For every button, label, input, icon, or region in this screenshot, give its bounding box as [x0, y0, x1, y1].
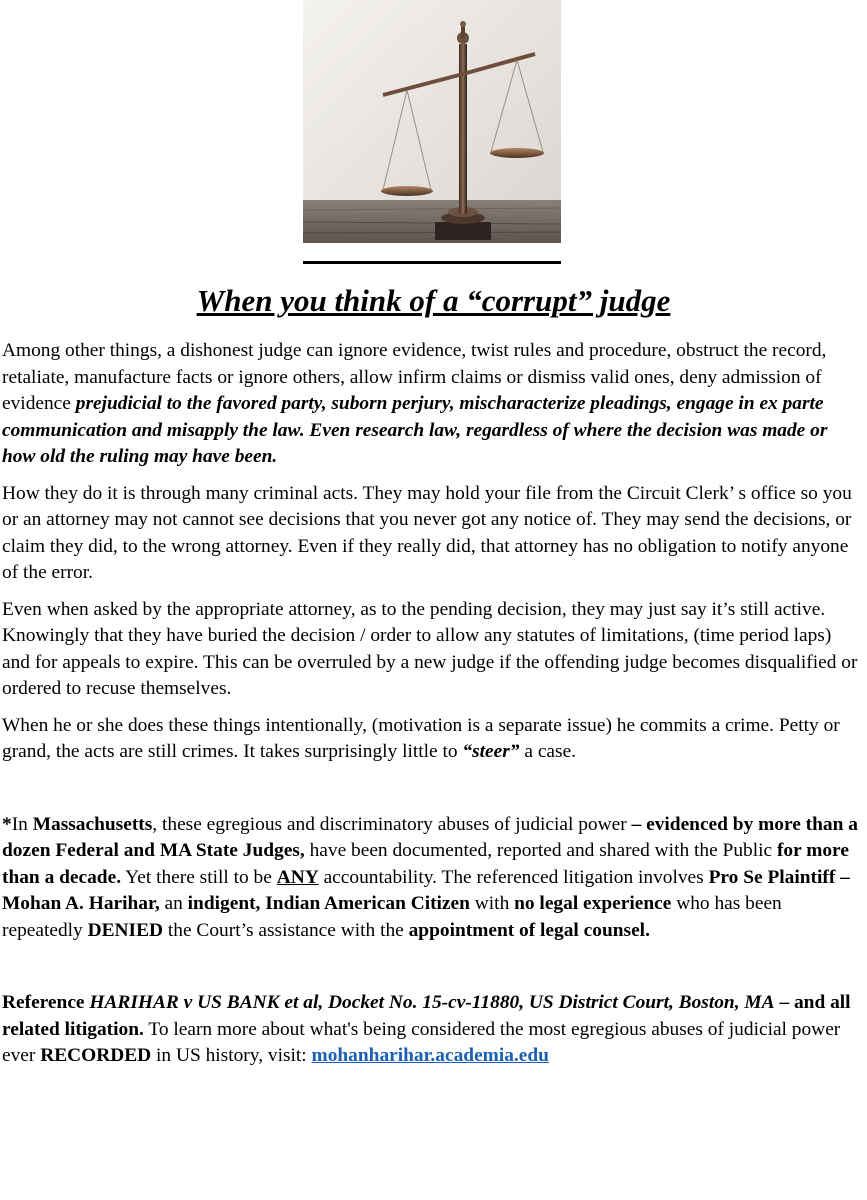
- paragraph-4: [2, 713, 864, 766]
- p4-steer: “steer”: [462, 741, 520, 762]
- p5-s6: have been documented, reported and shared with the Public: [304, 840, 777, 861]
- p5-s19: appointment of legal counsel.: [408, 919, 650, 941]
- paragraph-6: [2, 990, 864, 1070]
- academia-link[interactable]: mohanharihar.academia.edu: [311, 1045, 549, 1066]
- p5-s18: the Court’s assistance with the: [163, 919, 409, 941]
- p5-s8: Yet there still to be: [121, 866, 277, 888]
- p5-s1: *: [2, 813, 12, 835]
- p5-s16: who has been repeatedly: [2, 893, 782, 941]
- p5-s7: for more than a decade.: [2, 840, 849, 888]
- p6-s4: To learn more about what's being considered the most egregious abuses of judicial power ever: [2, 1018, 841, 1066]
- scales-illustration: [303, 0, 561, 243]
- p6-case-citation: HARIHAR v US BANK et al, Docket No. 15-cv-11880, US District Court, Boston, MA: [89, 992, 775, 1013]
- p6-s1: Reference: [2, 992, 90, 1013]
- p5-s13: indigent, Indian American Citizen: [187, 893, 470, 914]
- p5-s2: In: [11, 813, 33, 835]
- p5-s9: ANY: [276, 866, 319, 888]
- page-title: When you think of a “corrupt” judge: [196, 283, 671, 318]
- p6-s6: in US history, visit:: [151, 1045, 312, 1066]
- paragraph-2: How they do it is through many criminal acts. They may hold your file from the Circuit Clerk’ s office so you or an attorney may not cannot see decisions that you never got any notice of. They may send the decisions, or claim they did, to the wrong attorney. Even if they really did, that attorney has no obligation to notify anyone of the error.: [2, 482, 852, 583]
- p5-s3: Massachusetts: [32, 813, 153, 835]
- p6-s3: – and all related litigation.: [2, 992, 851, 1040]
- p1-emphasis: prejudicial to the favored party, suborn perjury, mischaracterize pleadings, engage in ex parte communication and misapply the law. Even research law, regardless of where the decision was made or how old the ruling may have been.: [2, 393, 828, 467]
- p5-s15: no legal experience: [514, 893, 672, 914]
- paragraph-5: [2, 812, 864, 945]
- scales-of-justice-image: [303, 0, 561, 243]
- image-underline: [303, 261, 561, 264]
- p6-s5: RECORDED: [40, 1045, 152, 1066]
- p4-b: a case.: [519, 741, 577, 762]
- p5-s5: – evidenced by more than a dozen Federal and MA State Judges,: [2, 813, 858, 861]
- paragraph-3: Even when asked by the appropriate attorney, as to the pending decision, they may just say it’s still active. Knowingly that they have buried the decision / order to allow any statutes of limitations, (time period laps) and for appeals to expire. This can be overruled by a new judge if the offending judge becomes disqualified or ordered to recuse themselves.: [2, 598, 858, 699]
- p5-s4: , these egregious and discriminatory abuses of judicial power: [152, 813, 632, 835]
- p1-text: Among other things, a dishonest judge can ignore evidence, twist rules and procedure, obstruct the record, retaliate, manufacture facts or ignore others, allow infirm claims or dismiss valid ones, deny admission of evidence: [2, 340, 827, 414]
- paragraph-1: [2, 338, 864, 471]
- p4-a: When he or she does these things intentionally, (motivation is a separate issue) he commits a crime. Petty or grand, the acts are still crimes. It takes surprisingly little to: [2, 714, 840, 762]
- p5-s14: with: [469, 893, 515, 914]
- p5-s17: DENIED: [87, 919, 164, 941]
- p5-s12: an: [159, 893, 188, 914]
- p5-s11: Pro Se Plaintiff – Mohan A. Harihar,: [2, 866, 850, 914]
- p5-s10: accountability. The referenced litigation involves: [318, 866, 709, 888]
- article-body: [2, 338, 864, 1080]
